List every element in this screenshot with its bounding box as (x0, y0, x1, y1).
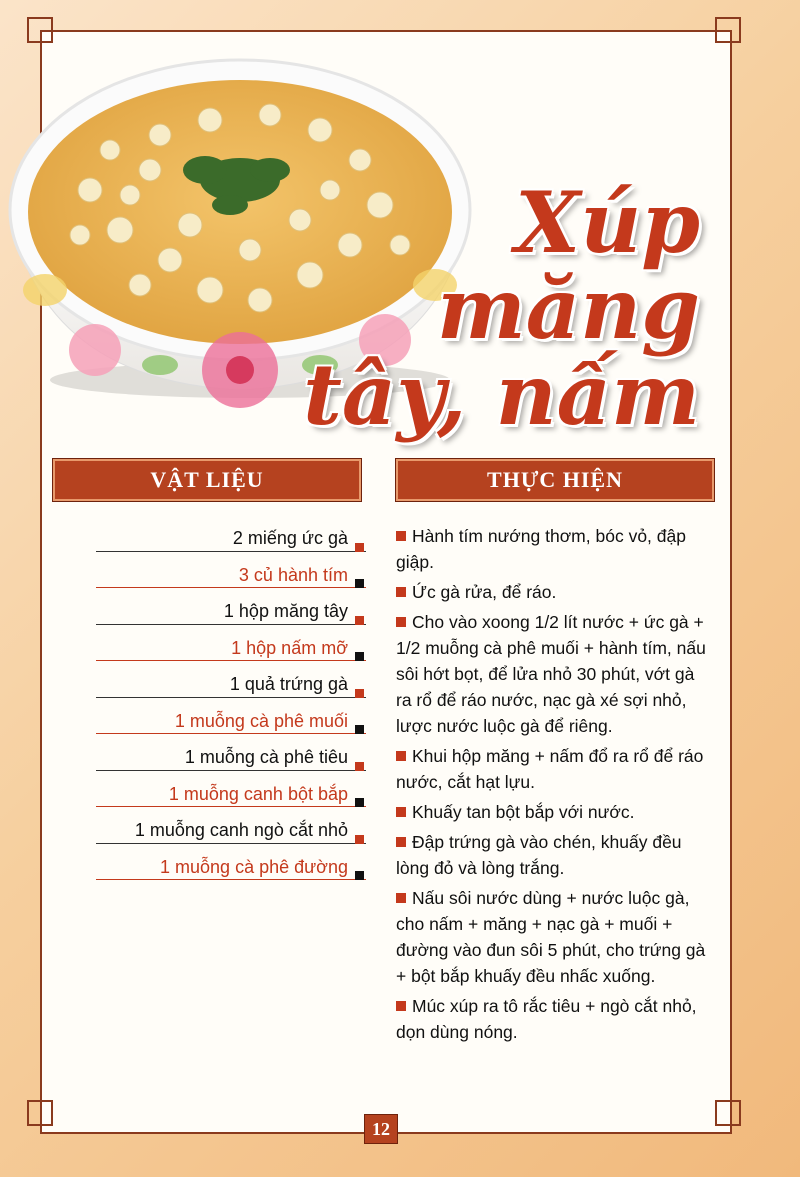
square-bullet-icon (355, 689, 364, 698)
step-text: Ức gà rửa, để ráo. (412, 582, 557, 602)
ingredient-text: 1 muỗng canh bột bắp (168, 783, 348, 804)
step-text: Khui hộp măng + nấm đổ ra rổ để ráo nước, cắt hạt lựu. (396, 746, 704, 792)
ingredient-text: 3 củ hành tím (238, 564, 348, 585)
frame-corner-ornament (715, 1100, 741, 1126)
square-bullet-icon (396, 893, 406, 903)
step-text: Cho vào xoong 1/2 lít nước + ức gà + 1/2 muỗng cà phê muối + hành tím, nấu sôi hớt bọt, để lửa nhỏ 30 phút, vớt gà ra rổ để ráo nước, nạc gà xé sợi nhỏ, lược nước luộc gà để riêng. (396, 612, 706, 736)
square-bullet-icon (355, 579, 364, 588)
step-item (396, 885, 714, 989)
square-bullet-icon (396, 807, 406, 817)
square-bullet-icon (355, 871, 364, 880)
ingredient-item (96, 552, 366, 589)
square-bullet-icon (396, 531, 406, 541)
recipe-title (303, 173, 700, 444)
ingredient-text: 1 muỗng cà phê đường (160, 856, 348, 877)
title-line-2: măng (436, 259, 700, 358)
ingredient-item (96, 588, 366, 625)
ingredient-item (96, 698, 366, 735)
steps-list (396, 523, 714, 1049)
square-bullet-icon (355, 725, 364, 734)
step-text: Nấu sôi nước dùng + nước luộc gà, cho nấm + măng + nạc gà + muối + đường vào đun sôi 5 phút, cho trứng gà + bột bắp khuấy đều nhấc xuống. (396, 888, 706, 986)
frame-corner-ornament (27, 1100, 53, 1126)
step-text: Múc xúp ra tô rắc tiêu + ngò cắt nhỏ, dọn dùng nóng. (396, 996, 697, 1042)
square-bullet-icon (355, 652, 364, 661)
ingredient-text: 1 hộp nấm mỡ (231, 637, 348, 658)
page-number: 12 (364, 1114, 398, 1144)
ingredient-item (96, 771, 366, 808)
square-bullet-icon (396, 751, 406, 761)
ingredient-item (96, 661, 366, 698)
ingredient-item (96, 625, 366, 662)
square-bullet-icon (355, 543, 364, 552)
ingredient-item (96, 515, 366, 552)
step-item (396, 993, 714, 1045)
ingredient-item (96, 807, 366, 844)
step-item (396, 829, 714, 881)
ingredient-item (96, 844, 366, 881)
step-item (396, 523, 714, 575)
ingredient-item (96, 734, 366, 771)
square-bullet-icon (396, 837, 406, 847)
title-line-3: tây, nấm (303, 345, 700, 444)
square-bullet-icon (355, 798, 364, 807)
square-bullet-icon (355, 616, 364, 625)
ingredient-text: 1 muỗng cà phê tiêu (184, 747, 348, 767)
title-line-1: Xúp (515, 173, 700, 272)
square-bullet-icon (396, 1001, 406, 1011)
step-text: Hành tím nướng thơm, bóc vỏ, đập giập. (396, 526, 686, 572)
ingredients-list (96, 515, 366, 880)
square-bullet-icon (355, 835, 364, 844)
ingredient-text: 1 muỗng canh ngò cắt nhỏ (134, 820, 348, 840)
square-bullet-icon (396, 617, 406, 627)
ingredients-header: VẬT LIỆU (52, 458, 362, 502)
step-item (396, 609, 714, 739)
steps-header: THỰC HIỆN (395, 458, 715, 502)
frame-corner-ornament (715, 17, 741, 43)
step-text: Đập trứng gà vào chén, khuấy đều lòng đỏ và lòng trắng. (396, 832, 682, 878)
ingredient-text: 2 miếng ức gà (232, 528, 348, 548)
step-item (396, 579, 714, 605)
ingredient-text: 1 quả trứng gà (229, 674, 348, 694)
square-bullet-icon (396, 587, 406, 597)
ingredient-text: 1 muỗng cà phê muối (174, 710, 348, 731)
ingredient-text: 1 hộp măng tây (223, 601, 348, 621)
step-item (396, 799, 714, 825)
square-bullet-icon (355, 762, 364, 771)
step-text: Khuấy tan bột bắp với nước. (412, 802, 635, 822)
step-item (396, 743, 714, 795)
